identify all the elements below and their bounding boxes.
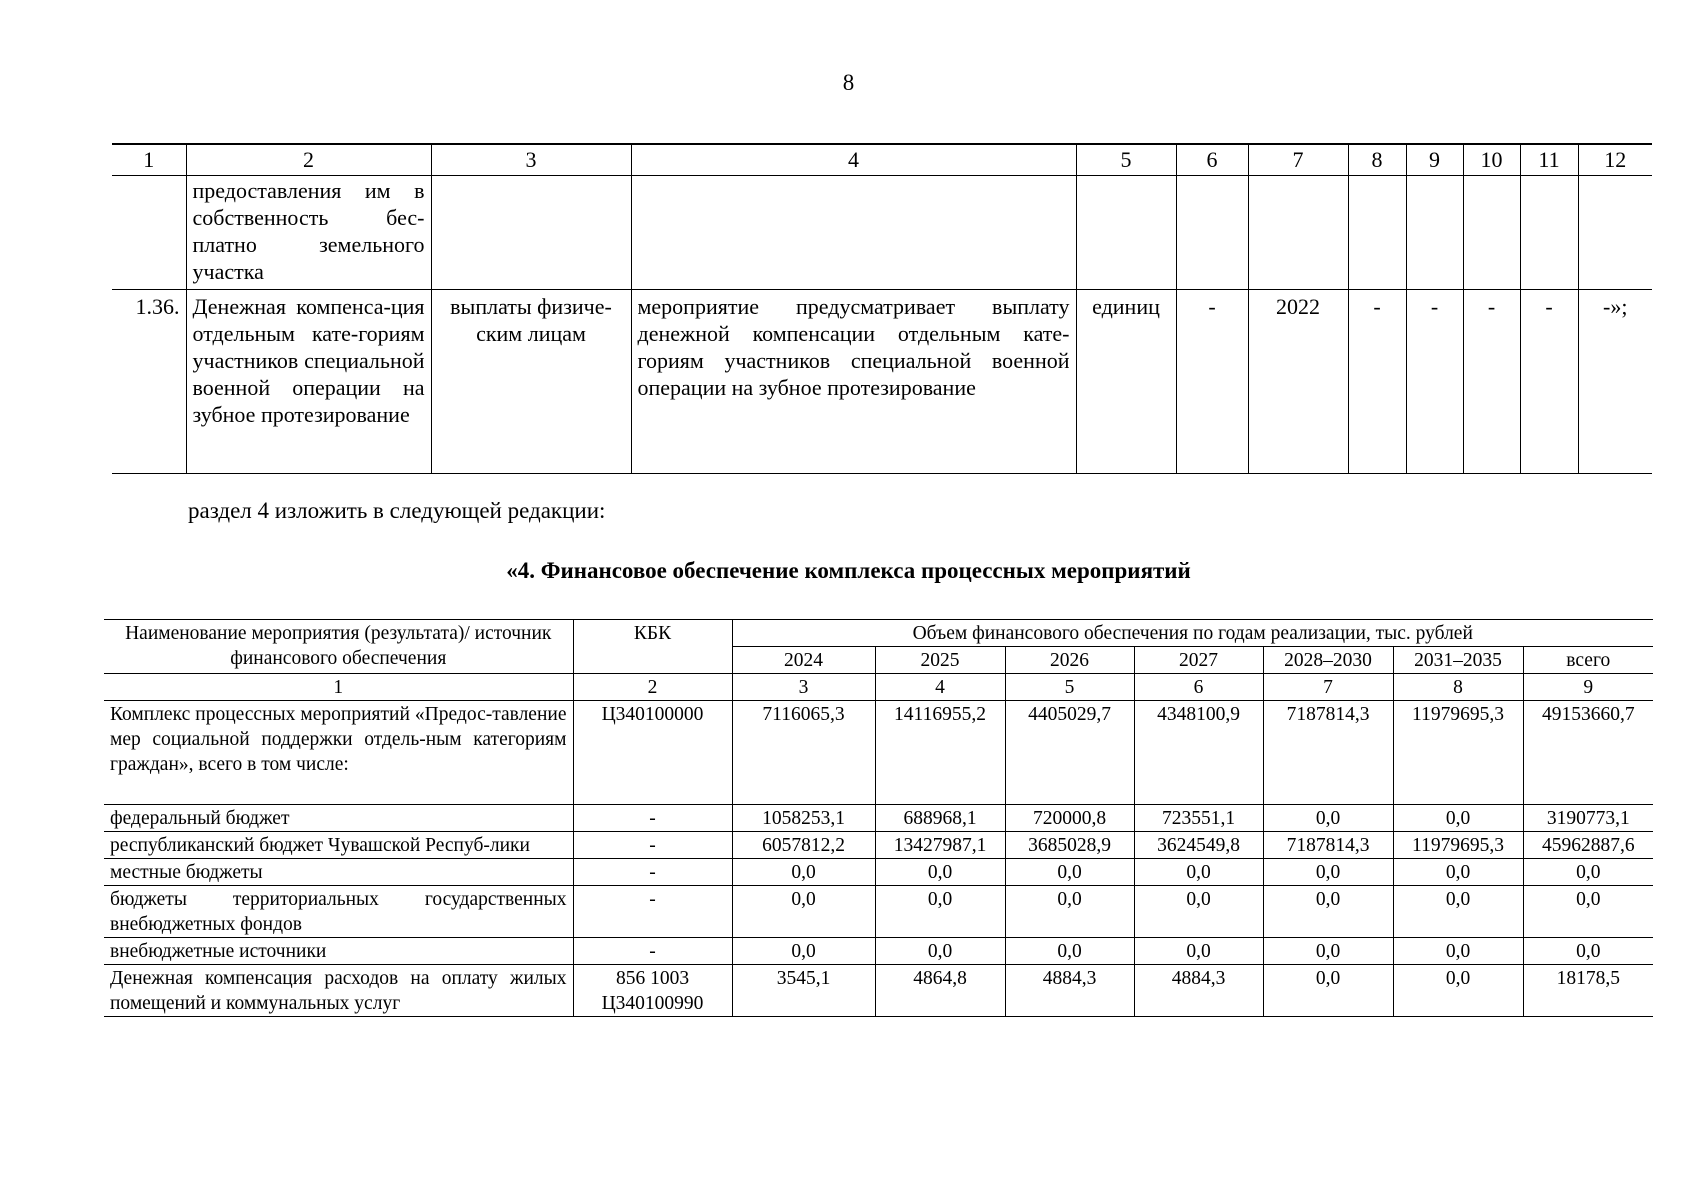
column-number-row (104, 674, 1653, 701)
row-value: 0,0 (1005, 886, 1134, 938)
page-number: 8 (842, 70, 855, 95)
row-name: республиканский бюджет Чувашской Респуб-лики (104, 832, 573, 859)
row-value: 11979695,3 (1393, 701, 1523, 805)
row-value: 4405029,7 (1005, 701, 1134, 805)
row-value: 0,0 (1393, 938, 1523, 965)
row-value: 3190773,1 (1523, 805, 1653, 832)
measure-name-continued: предоставления им в собственность бес-платно земельного участка (186, 176, 431, 290)
row-kbk: - (573, 886, 732, 938)
cell-value: - (1406, 290, 1463, 474)
row-value: 0,0 (1005, 938, 1134, 965)
table-row (104, 859, 1653, 886)
column-number: 4 (631, 144, 1076, 176)
row-value: 4884,3 (1005, 965, 1134, 1017)
row-name: федеральный бюджет (104, 805, 573, 832)
column-number: 9 (1523, 674, 1653, 701)
row-number: 1.36. (112, 290, 186, 474)
measure-unit: единиц (1076, 290, 1176, 474)
instruction-paragraph: раздел 4 изложить в следующей редакции: (188, 498, 606, 523)
row-value: 0,0 (1263, 859, 1393, 886)
column-number: 7 (1248, 144, 1348, 176)
measure-year: 2022 (1248, 290, 1348, 474)
row-value: 7116065,3 (732, 701, 875, 805)
row-value: 0,0 (1393, 805, 1523, 832)
year-header: всего (1523, 647, 1653, 674)
row-value: 0,0 (1263, 938, 1393, 965)
table-header-row (104, 620, 1653, 647)
column-number: 1 (104, 674, 573, 701)
row-value: 0,0 (732, 886, 875, 938)
table-row (104, 886, 1653, 938)
column-number: 8 (1348, 144, 1406, 176)
row-value: 0,0 (1134, 938, 1263, 965)
column-number: 1 (112, 144, 186, 176)
table-row (104, 832, 1653, 859)
row-value: 0,0 (732, 859, 875, 886)
cell-value: -»; (1578, 290, 1652, 474)
col-header-name: Наименование мероприятия (результата)/ источник финансового обеспечения (104, 620, 573, 674)
row-value: 11979695,3 (1393, 832, 1523, 859)
row-name: внебюджетные источники (104, 938, 573, 965)
row-value: 7187814,3 (1263, 701, 1393, 805)
row-value: 723551,1 (1134, 805, 1263, 832)
column-number: 2 (573, 674, 732, 701)
row-value: 0,0 (875, 886, 1005, 938)
row-value: 0,0 (1523, 859, 1653, 886)
column-number: 5 (1076, 144, 1176, 176)
year-header: 2027 (1134, 647, 1263, 674)
row-value: 0,0 (1263, 805, 1393, 832)
row-name: Денежная компенсация расходов на оплату жилых помещений и коммунальных услуг (104, 965, 573, 1017)
row-value: 4884,3 (1134, 965, 1263, 1017)
row-value: 6057812,2 (732, 832, 875, 859)
cell-value: - (1348, 290, 1406, 474)
row-value: 14116955,2 (875, 701, 1005, 805)
cell-value: - (1176, 290, 1248, 474)
column-number: 5 (1005, 674, 1134, 701)
measures-table (112, 143, 1652, 474)
row-value: 3624549,8 (1134, 832, 1263, 859)
row-value: 49153660,7 (1523, 701, 1653, 805)
row-value: 4864,8 (875, 965, 1005, 1017)
row-value: 13427987,1 (875, 832, 1005, 859)
cell-value: - (1463, 290, 1520, 474)
column-number: 3 (732, 674, 875, 701)
year-header: 2024 (732, 647, 875, 674)
row-kbk: - (573, 938, 732, 965)
row-value: 0,0 (1393, 859, 1523, 886)
row-name: бюджеты территориальных государственных внебюджетных фондов (104, 886, 573, 938)
row-value: 0,0 (1005, 859, 1134, 886)
row-kbk: Ц340100000 (573, 701, 732, 805)
year-header: 2026 (1005, 647, 1134, 674)
group-header-years: Объем финансового обеспечения по годам реализации, тыс. рублей (732, 620, 1653, 647)
row-value: 688968,1 (875, 805, 1005, 832)
financing-table (104, 619, 1653, 1017)
row-kbk: 856 1003 Ц340100990 (573, 965, 732, 1017)
row-value: 3685028,9 (1005, 832, 1134, 859)
row-value: 18178,5 (1523, 965, 1653, 1017)
row-value: 3545,1 (732, 965, 875, 1017)
column-number-header-row (112, 144, 1652, 176)
row-name: местные бюджеты (104, 859, 573, 886)
row-value: 45962887,6 (1523, 832, 1653, 859)
row-value: 0,0 (1393, 886, 1523, 938)
measure-description: мероприятие предусматривает выплату денежной компенсации отдельным кате-гориям участников специальной военной операции на зубное протезирование (631, 290, 1076, 474)
row-kbk: - (573, 859, 732, 886)
year-header: 2025 (875, 647, 1005, 674)
col-header-kbk: КБК (573, 620, 732, 674)
row-value: 0,0 (1134, 859, 1263, 886)
row-kbk: - (573, 832, 732, 859)
row-value: 0,0 (1134, 886, 1263, 938)
row-value: 0,0 (875, 859, 1005, 886)
row-value: 4348100,9 (1134, 701, 1263, 805)
table-row (104, 938, 1653, 965)
column-number: 8 (1393, 674, 1523, 701)
row-kbk: - (573, 805, 732, 832)
year-header: 2028–2030 (1263, 647, 1393, 674)
column-number: 7 (1263, 674, 1393, 701)
table-row (112, 290, 1652, 474)
cell-value: - (1520, 290, 1578, 474)
year-header: 2031–2035 (1393, 647, 1523, 674)
column-number: 3 (431, 144, 631, 176)
measure-type: выплаты физиче-ским лицам (431, 290, 631, 474)
measure-name: Денежная компенса-ция отдельным кате-гориям участников специальной военной операции на зубное протезирование (186, 290, 431, 474)
column-number: 11 (1520, 144, 1578, 176)
table-row (104, 965, 1653, 1017)
table-row (112, 176, 1652, 290)
section-title: «4. Финансовое обеспечение комплекса процессных мероприятий (506, 558, 1191, 583)
row-value: 0,0 (1523, 938, 1653, 965)
row-value: 1058253,1 (732, 805, 875, 832)
column-number: 12 (1578, 144, 1652, 176)
column-number: 4 (875, 674, 1005, 701)
column-number: 9 (1406, 144, 1463, 176)
row-value: 0,0 (875, 938, 1005, 965)
table-row (104, 805, 1653, 832)
column-number: 10 (1463, 144, 1520, 176)
table-row (104, 701, 1653, 805)
column-number: 2 (186, 144, 431, 176)
row-value: 0,0 (732, 938, 875, 965)
row-value: 0,0 (1523, 886, 1653, 938)
column-number: 6 (1176, 144, 1248, 176)
column-number: 6 (1134, 674, 1263, 701)
row-name: Комплекс процессных мероприятий «Предос-тавление мер социальной поддержки отдель-ным категориям граждан», всего в том числе: (104, 701, 573, 805)
row-value: 720000,8 (1005, 805, 1134, 832)
row-value: 0,0 (1393, 965, 1523, 1017)
row-value: 0,0 (1263, 886, 1393, 938)
row-value: 7187814,3 (1263, 832, 1393, 859)
row-value: 0,0 (1263, 965, 1393, 1017)
